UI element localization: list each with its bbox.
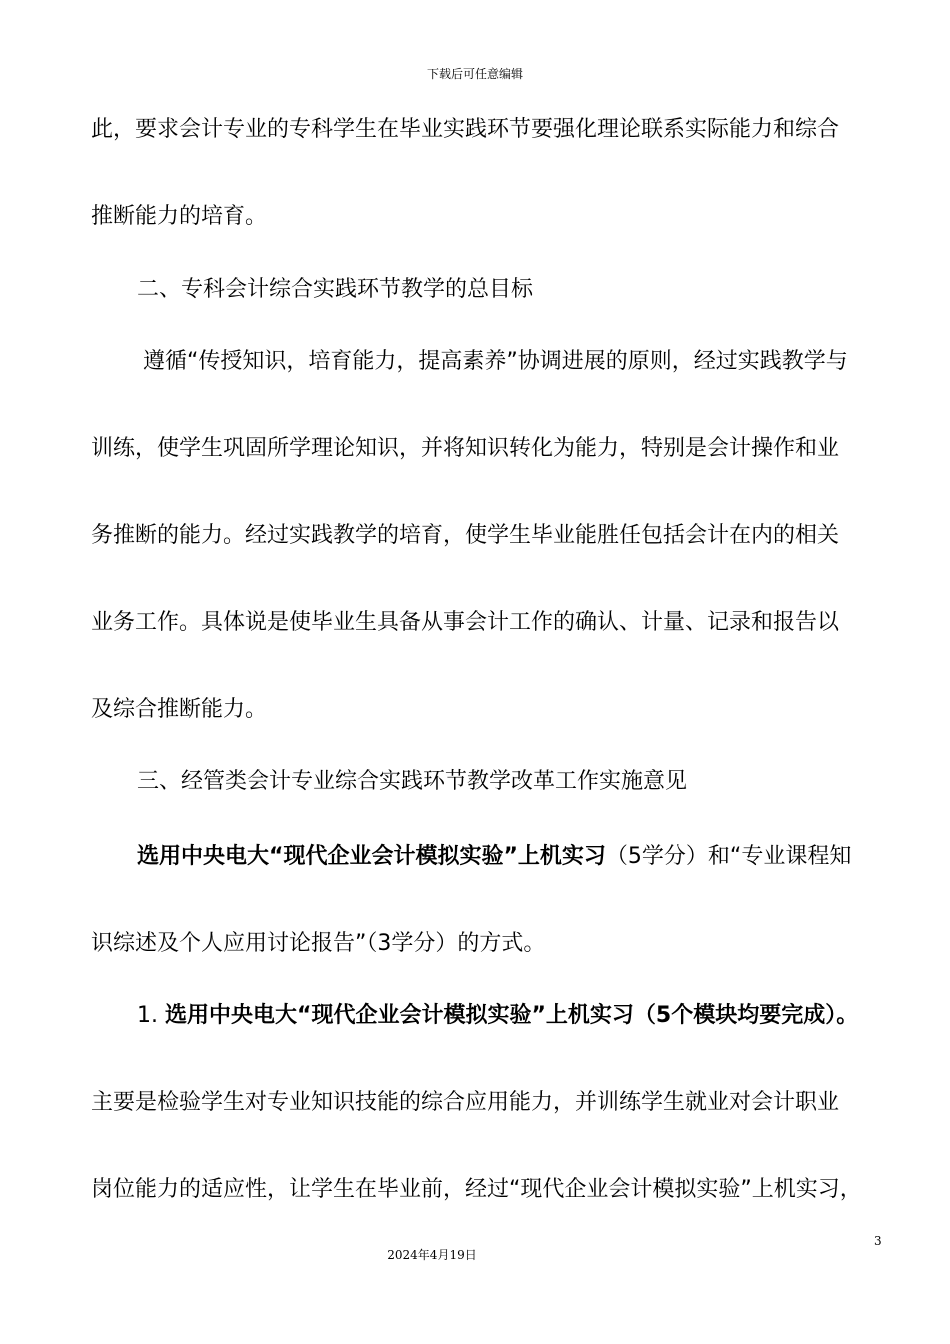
body-line-7: 及综合推断能力。 <box>91 697 268 722</box>
body-line-8: 主要是检验学生对专业知识技能的综合应用能力，并训练学生就业对会计职业 <box>91 1090 840 1115</box>
body-line-1: 此，要求会计专业的专科学生在毕业实践环节要强化理论联系实际能力和综合 <box>91 117 840 142</box>
page-header: 下载后可任意编辑 <box>426 67 523 81</box>
paragraph-line-2: 识综述及个人应用讨论报告”（3学分）的方式。 <box>91 931 546 956</box>
section-heading-3: 三、经管类会计专业综合实践环节教学改革工作实施意见 <box>137 769 688 794</box>
body-line-4: 训练，使学生巩固所学理论知识，并将知识转化为能力，特别是会计操作和业 <box>91 436 840 461</box>
list-item-number: 1. <box>137 1003 158 1028</box>
list-item-bold-text: 选用中央电大“现代企业会计模拟实验”上机实习（5个模块均要完成）。 <box>165 1003 859 1028</box>
body-line-3: 遵循“传授知识，培育能力，提高素养”协调进展的原则，经过实践教学与 <box>143 349 848 374</box>
body-line-6: 业务工作。具体说是使毕业生具备从事会计工作的确认、计量、记录和报告以 <box>91 610 840 635</box>
body-line-9: 岗位能力的适应性，让学生在毕业前，经过“现代企业会计模拟实验”上机实习， <box>91 1177 862 1202</box>
page-number: 3 <box>874 1234 882 1248</box>
paragraph-normal-tail: （5学分）和“专业课程知 <box>605 844 852 869</box>
section-heading-2: 二、专科会计综合实践环节教学的总目标 <box>137 277 534 302</box>
footer-date: 2024年4月19日 <box>387 1248 477 1262</box>
body-line-5: 务推断的能力。经过实践教学的培育，使学生毕业能胜任包括会计在内的相关 <box>91 523 840 548</box>
list-item-1 <box>137 1001 858 1031</box>
paragraph-mixed-line <box>137 842 851 872</box>
body-line-2: 推断能力的培育。 <box>91 204 268 229</box>
paragraph-bold-lead: 选用中央电大“现代企业会计模拟实验”上机实习 <box>137 844 606 869</box>
